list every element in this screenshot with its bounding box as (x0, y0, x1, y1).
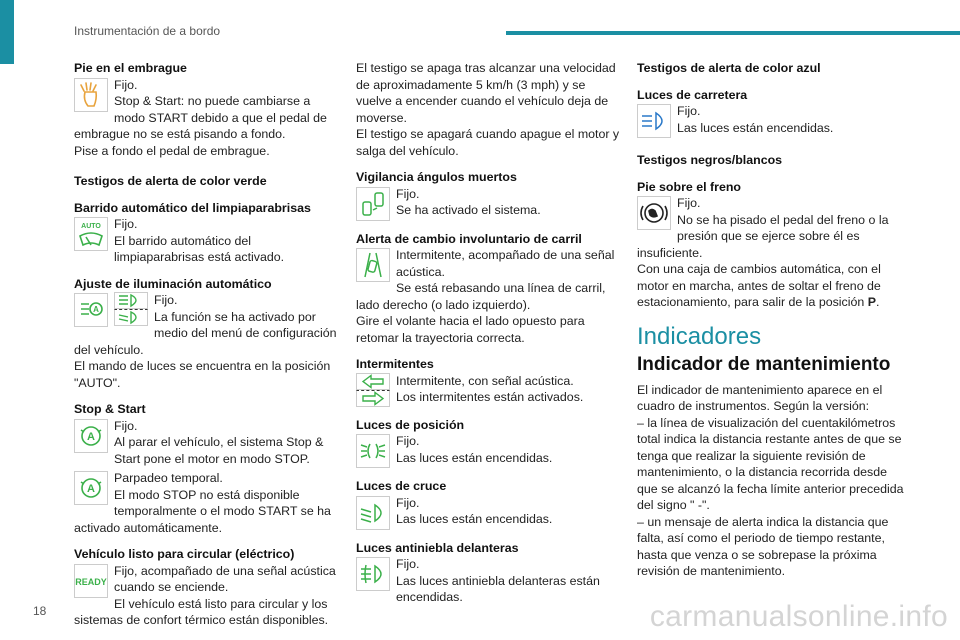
blue-section-heading: Testigos de alerta de color azul (637, 61, 821, 75)
speed-text: El testigo se apaga tras alcanzar una velocidad de aproximadamente 5 km/h (3 mph) y se vuelve a encender cuando el vehículo deja de moverse. (356, 61, 616, 125)
fog-state: Fijo. (396, 557, 420, 571)
header-title: Instrumentación de a bordo (74, 24, 221, 38)
brake-auto-end: . (876, 295, 880, 309)
main-beam-heading: Luces de carretera (637, 87, 748, 102)
maintenance-point-1: – la línea de visualización del cuentakilómetros total indica la distancia restante antes de que se tenga que realizar la siguiente revisión de mantenimiento, o la distancia recorrida desde que se alcanzó la fecha límite anterior precedida del signo " -". (637, 415, 904, 512)
lane-desc: Se está rebasando una línea de carril, lado derecho (o lado izquierdo). (356, 281, 606, 312)
wiper-icon-text: AUTO (81, 223, 101, 230)
autolight-position: El mando de luces se encuentra en la posición "AUTO". (74, 359, 331, 390)
dipped-state: Fijo. (396, 495, 420, 510)
stop-start-desc-2: El modo STOP no está disponible temporalmente o el modo START se ha activado automáticamente. (74, 487, 331, 535)
clutch-heading: Pie en el embrague (74, 61, 187, 75)
foot-brake-icon (637, 196, 671, 230)
ready-icon (74, 564, 108, 598)
brake-auto-text: Con una caja de cambios automática, con el motor en marcha, antes de soltar el freno de estacionamiento, para salir de la posición (637, 262, 881, 309)
maintenance-title: Indicador de mantenimiento (637, 354, 891, 375)
clutch-desc: Stop & Start: no puede cambiarse a modo START debido a que el pedal de embrague no se está pisando a fondo. (74, 94, 327, 141)
main-beam-small-icon (114, 292, 148, 309)
auto-lighting-icon-stack (114, 292, 148, 326)
dipped-beam-icon (356, 496, 390, 530)
svg-text:A: A (93, 305, 99, 314)
brake-heading: Pie sobre el freno (637, 179, 741, 194)
main-beam-item (637, 103, 905, 138)
autolight-item (74, 292, 342, 391)
foot-clutch-icon (74, 78, 108, 112)
page-number: 18 (33, 604, 47, 618)
lane-action: Gire el volante hacia el lado opuesto para retomar la trayectoria correcta. (356, 314, 585, 345)
wiper-item (74, 216, 342, 266)
clutch-state: Fijo. (114, 77, 138, 92)
lane-item (356, 247, 622, 346)
stop-start-icon (74, 471, 108, 505)
autolight-state: Fijo. (154, 293, 178, 307)
dipped-item (356, 495, 622, 530)
blind-spot-desc: Se ha activado el sistema. (396, 203, 541, 217)
wiper-state: Fijo. (114, 217, 138, 231)
brake-auto-desc (637, 261, 905, 311)
main-beam-icon (637, 104, 671, 138)
stop-start-icon (74, 419, 108, 453)
clutch-item (74, 77, 342, 160)
stop-start-state-1: Fijo. (114, 418, 138, 433)
ready-desc: El vehículo está listo para circular y los sistemas de confort térmico están disponibles. (74, 596, 329, 627)
lane-state: Intermitente, acompañado de una señal acústica. (396, 248, 615, 279)
stop-start-item-2 (74, 470, 342, 536)
lane-departure-icon (356, 248, 390, 282)
header-accent-bar (506, 31, 960, 35)
auto-lighting-icon (74, 293, 108, 327)
position-item (356, 433, 622, 468)
front-fog-icon (356, 557, 390, 591)
maintenance-point-2: – un mensaje de alerta indica la distancia que falta, así como el periodo de tiempo restante, hasta que venza o se sobrepase la próxima revisión de mantenimiento. (637, 514, 889, 578)
main-beam-state: Fijo. (677, 104, 701, 118)
autolight-heading: Ajuste de iluminación automático (74, 276, 272, 291)
brake-state: Fijo. (677, 196, 701, 210)
dipped-beam-small-icon (114, 309, 148, 326)
blind-spot-icon (356, 187, 390, 221)
dipped-heading: Luces de cruce (356, 479, 447, 493)
position-heading: Luces de posición (356, 417, 465, 432)
position-desc: Las luces están encendidas. (396, 450, 553, 465)
wiper-desc: El barrido automático del limpiaparabrisas está activado. (114, 233, 285, 264)
brake-desc: No se ha pisado el pedal del freno o la presión que se ejerce sobre él es insuficiente. (637, 212, 889, 260)
wiper-heading: Barrido automático del limpiaparabrisas (74, 200, 311, 215)
indicators-title: Indicadores (637, 322, 762, 350)
stop-start-desc-1: Al parar el vehículo, el sistema Stop & Start pone el motor en modo STOP. (114, 435, 324, 466)
ready-item (74, 563, 342, 629)
brake-item (637, 195, 905, 311)
column-2 (356, 50, 622, 606)
watermark: carmanualsonline.info (649, 600, 948, 633)
indicators-state: Intermitente, con señal acústica. (396, 373, 574, 388)
column-3 (637, 50, 905, 580)
indicators-heading: Intermitentes (356, 357, 434, 371)
blind-spot-heading: Vigilancia ángulos muertos (356, 170, 517, 184)
turn-right-icon (356, 390, 390, 407)
svg-text:A: A (87, 430, 95, 443)
position-state: Fijo. (396, 434, 420, 448)
maintenance-intro: El indicador de mantenimiento aparece en el cuadro de instrumentos. Según la versión: (637, 382, 883, 413)
lane-heading: Alerta de cambio involuntario de carril (356, 231, 582, 246)
stop-start-item-1 (74, 418, 342, 468)
brake-auto-p: P (867, 295, 876, 309)
indicators-desc: Los intermitentes están activados. (396, 390, 584, 404)
turn-left-icon (356, 373, 390, 390)
fog-item (356, 556, 622, 606)
blind-spot-item (356, 186, 622, 221)
autolight-desc: La función se ha activado por medio del menú de configuración del vehículo. (74, 309, 337, 357)
stop-start-state-2: Parpadeo temporal. (114, 471, 223, 485)
blind-spot-state: Fijo. (396, 186, 420, 201)
fog-heading: Luces antiniebla delanteras (356, 540, 519, 555)
clutch-action: Pise a fondo el pedal de embrague. (74, 143, 270, 158)
ready-heading: Vehículo listo para circular (eléctrico) (74, 547, 295, 561)
fog-desc: Las luces antiniebla delanteras están encendidas. (396, 573, 600, 604)
column-1 (74, 50, 342, 629)
stop-start-heading: Stop & Start (74, 402, 146, 416)
speed-text-2: El testigo se apagará cuando apague el motor y salga del vehículo. (356, 127, 620, 158)
position-lights-icon (356, 434, 390, 468)
auto-wiper-icon (74, 217, 108, 251)
ready-state: Fijo, acompañado de una señal acústica cuando se enciende. (114, 563, 336, 594)
svg-text:A: A (87, 483, 95, 495)
dipped-desc: Las luces están encendidas. (396, 512, 553, 526)
bw-section-heading: Testigos negros/blancos (637, 153, 783, 167)
turn-signal-icon (356, 373, 390, 407)
main-beam-desc: Las luces están encendidas. (677, 120, 834, 135)
indicators-item (356, 373, 622, 407)
header-accent-block (0, 0, 14, 64)
green-section-heading: Testigos de alerta de color verde (74, 174, 267, 188)
ready-icon-text: READY (75, 576, 107, 587)
